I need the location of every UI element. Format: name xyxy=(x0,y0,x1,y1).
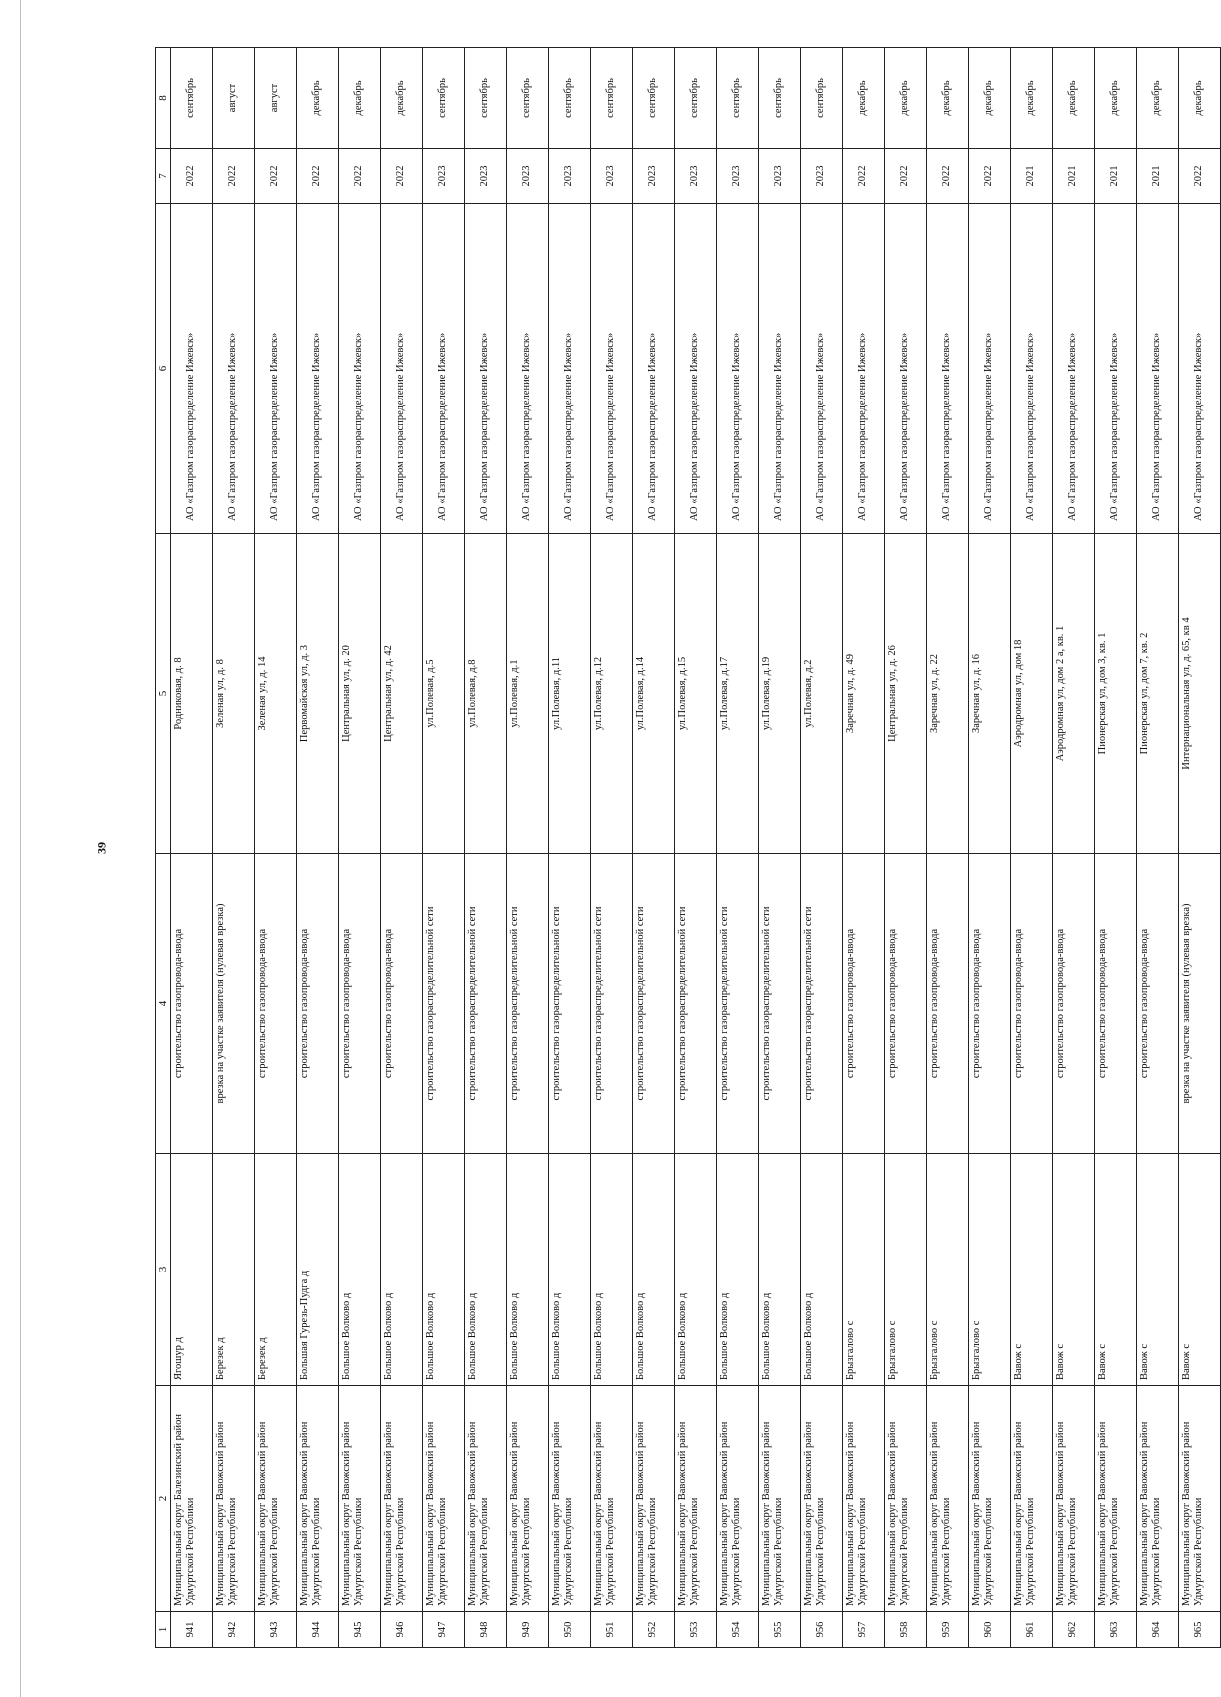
header-cell: 4 xyxy=(156,854,171,1154)
month-cell: сентябрь xyxy=(465,48,507,149)
row-number: 954 xyxy=(717,1612,759,1648)
row-number: 944 xyxy=(297,1612,339,1648)
row-number: 947 xyxy=(423,1612,465,1648)
table-row xyxy=(549,48,591,1648)
district-cell: Муниципальный округ Вавожский район Удмуртской Республики xyxy=(549,1386,591,1612)
row-number: 952 xyxy=(633,1612,675,1648)
settlement-cell: Большое Волково д xyxy=(339,1154,381,1386)
table-row xyxy=(423,48,465,1648)
organization-cell: АО «Газпром газораспределение Ижевск» xyxy=(927,204,969,534)
address-cell: Аэродромная ул, дом 2 а, кв. 1 xyxy=(1053,534,1095,854)
work-type-cell: строительство газораспределительной сети xyxy=(465,854,507,1154)
header-cell: 2 xyxy=(156,1386,171,1612)
year-cell: 2023 xyxy=(759,149,801,204)
organization-cell: АО «Газпром газораспределение Ижевск» xyxy=(591,204,633,534)
row-number: 946 xyxy=(381,1612,423,1648)
district-cell: Муниципальный округ Вавожский район Удмуртской Республики xyxy=(759,1386,801,1612)
month-cell: август xyxy=(213,48,255,149)
address-cell: Зеленая ул, д. 14 xyxy=(255,534,297,854)
work-type-cell: строительство газораспределительной сети xyxy=(759,854,801,1154)
district-cell: Муниципальный округ Балезинский район Удмуртской Республики xyxy=(171,1386,213,1612)
address-cell: Пионерская ул, дом 3, кв. 1 xyxy=(1095,534,1137,854)
settlement-cell: Березек д xyxy=(213,1154,255,1386)
address-cell: Родниковая, д. 8 xyxy=(171,534,213,854)
month-cell: декабрь xyxy=(381,48,423,149)
address-cell: Пионерская ул, дом 7, кв. 2 xyxy=(1137,534,1179,854)
organization-cell: АО «Газпром газораспределение Ижевск» xyxy=(717,204,759,534)
address-cell: ул.Полевая, д.12 xyxy=(591,534,633,854)
settlement-cell: Большое Волково д xyxy=(801,1154,843,1386)
organization-cell: АО «Газпром газораспределение Ижевск» xyxy=(633,204,675,534)
settlement-cell: Большое Волково д xyxy=(507,1154,549,1386)
work-type-cell: строительство газораспределительной сети xyxy=(507,854,549,1154)
year-cell: 2023 xyxy=(801,149,843,204)
organization-cell: АО «Газпром газораспределение Ижевск» xyxy=(1179,204,1221,534)
settlement-cell: Большое Волково д xyxy=(675,1154,717,1386)
row-number: 963 xyxy=(1095,1612,1137,1648)
settlement-cell: Брызгалово с xyxy=(843,1154,885,1386)
work-type-cell: строительство газопровода-ввода xyxy=(1137,854,1179,1154)
district-cell: Муниципальный округ Вавожский район Удмуртской Республики xyxy=(1053,1386,1095,1612)
row-number: 948 xyxy=(465,1612,507,1648)
row-number: 941 xyxy=(171,1612,213,1648)
organization-cell: АО «Газпром газораспределение Ижевск» xyxy=(801,204,843,534)
table-row xyxy=(1179,48,1221,1648)
month-cell: декабрь xyxy=(885,48,927,149)
table-row xyxy=(255,48,297,1648)
organization-cell: АО «Газпром газораспределение Ижевск» xyxy=(1137,204,1179,534)
year-cell: 2023 xyxy=(675,149,717,204)
row-number: 961 xyxy=(1011,1612,1053,1648)
district-cell: Муниципальный округ Вавожский район Удмуртской Республики xyxy=(465,1386,507,1612)
address-cell: ул.Полевая, д.17 xyxy=(717,534,759,854)
work-type-cell: строительство газопровода-ввода xyxy=(1095,854,1137,1154)
address-cell: ул.Полевая, д.8 xyxy=(465,534,507,854)
header-cell: 1 xyxy=(156,1612,171,1648)
address-cell: Центральная ул, д. 20 xyxy=(339,534,381,854)
row-number: 943 xyxy=(255,1612,297,1648)
organization-cell: АО «Газпром газораспределение Ижевск» xyxy=(675,204,717,534)
header-cell: 8 xyxy=(156,48,171,149)
district-cell: Муниципальный округ Вавожский район Удмуртской Республики xyxy=(381,1386,423,1612)
district-cell: Муниципальный округ Вавожский район Удмуртской Республики xyxy=(1179,1386,1221,1612)
organization-cell: АО «Газпром газораспределение Ижевск» xyxy=(1011,204,1053,534)
work-type-cell: строительство газопровода-ввода xyxy=(843,854,885,1154)
month-cell: декабрь xyxy=(339,48,381,149)
year-cell: 2022 xyxy=(213,149,255,204)
work-type-cell: строительство газопровода-ввода xyxy=(381,854,423,1154)
work-type-cell: строительство газораспределительной сети xyxy=(591,854,633,1154)
table-row xyxy=(339,48,381,1648)
row-number: 964 xyxy=(1137,1612,1179,1648)
table-row xyxy=(675,48,717,1648)
row-number: 962 xyxy=(1053,1612,1095,1648)
year-cell: 2021 xyxy=(1053,149,1095,204)
month-cell: сентябрь xyxy=(423,48,465,149)
settlement-cell: Большое Волково д xyxy=(465,1154,507,1386)
organization-cell: АО «Газпром газораспределение Ижевск» xyxy=(759,204,801,534)
year-cell: 2023 xyxy=(717,149,759,204)
row-number: 953 xyxy=(675,1612,717,1648)
district-cell: Муниципальный округ Вавожский район Удмуртской Республики xyxy=(213,1386,255,1612)
month-cell: сентябрь xyxy=(675,48,717,149)
year-cell: 2021 xyxy=(1095,149,1137,204)
work-type-cell: строительство газопровода-ввода xyxy=(1011,854,1053,1154)
address-cell: Центральная ул, д. 42 xyxy=(381,534,423,854)
district-cell: Муниципальный округ Вавожский район Удмуртской Республики xyxy=(423,1386,465,1612)
settlement-cell: Вавож с xyxy=(1053,1154,1095,1386)
table-row xyxy=(843,48,885,1648)
header-cell: 6 xyxy=(156,204,171,534)
address-cell: Зеленая ул, д. 8 xyxy=(213,534,255,854)
address-cell: Аэродромная ул, дом 18 xyxy=(1011,534,1053,854)
month-cell: декабрь xyxy=(1095,48,1137,149)
address-cell: Интернациональная ул, д. 65, кв 4 xyxy=(1179,534,1221,854)
year-cell: 2022 xyxy=(885,149,927,204)
table-row xyxy=(297,48,339,1648)
district-cell: Муниципальный округ Вавожский район Удмуртской Республики xyxy=(339,1386,381,1612)
address-cell: Заречная ул, д. 16 xyxy=(969,534,1011,854)
table-row xyxy=(591,48,633,1648)
row-number: 955 xyxy=(759,1612,801,1648)
work-type-cell: врезка на участке заявителя (нулевая врезка) xyxy=(213,854,255,1154)
table-row xyxy=(885,48,927,1648)
district-cell: Муниципальный округ Вавожский район Удмуртской Республики xyxy=(1137,1386,1179,1612)
address-cell: ул.Полевая, д.2 xyxy=(801,534,843,854)
organization-cell: АО «Газпром газораспределение Ижевск» xyxy=(171,204,213,534)
settlement-cell: Вавож с xyxy=(1095,1154,1137,1386)
work-type-cell: строительство газораспределительной сети xyxy=(801,854,843,1154)
district-cell: Муниципальный округ Вавожский район Удмуртской Республики xyxy=(927,1386,969,1612)
table-row xyxy=(801,48,843,1648)
settlement-cell: Большое Волково д xyxy=(381,1154,423,1386)
table-row xyxy=(213,48,255,1648)
table-row xyxy=(633,48,675,1648)
work-type-cell: строительство газораспределительной сети xyxy=(423,854,465,1154)
year-cell: 2023 xyxy=(423,149,465,204)
address-cell: Заречная ул, д. 49 xyxy=(843,534,885,854)
address-cell: ул.Полевая, д.19 xyxy=(759,534,801,854)
year-cell: 2023 xyxy=(591,149,633,204)
organization-cell: АО «Газпром газораспределение Ижевск» xyxy=(507,204,549,534)
organization-cell: АО «Газпром газораспределение Ижевск» xyxy=(549,204,591,534)
settlement-cell: Ягошур д xyxy=(171,1154,213,1386)
month-cell: декабрь xyxy=(1137,48,1179,149)
district-cell: Муниципальный округ Вавожский район Удмуртской Республики xyxy=(255,1386,297,1612)
work-type-cell: строительство газопровода-ввода xyxy=(1053,854,1095,1154)
district-cell: Муниципальный округ Вавожский район Удмуртской Республики xyxy=(591,1386,633,1612)
settlement-cell: Большое Волково д xyxy=(633,1154,675,1386)
month-cell: сентябрь xyxy=(507,48,549,149)
year-cell: 2022 xyxy=(927,149,969,204)
table-row xyxy=(1095,48,1137,1648)
row-number: 945 xyxy=(339,1612,381,1648)
organization-cell: АО «Газпром газораспределение Ижевск» xyxy=(969,204,1011,534)
district-cell: Муниципальный округ Вавожский район Удмуртской Республики xyxy=(633,1386,675,1612)
year-cell: 2023 xyxy=(465,149,507,204)
settlement-cell: Березек д xyxy=(255,1154,297,1386)
year-cell: 2023 xyxy=(633,149,675,204)
header-cell: 3 xyxy=(156,1154,171,1386)
table-row xyxy=(381,48,423,1648)
header-cell: 5 xyxy=(156,534,171,854)
header-row xyxy=(156,48,171,1648)
month-cell: сентябрь xyxy=(633,48,675,149)
row-number: 965 xyxy=(1179,1612,1221,1648)
organization-cell: АО «Газпром газораспределение Ижевск» xyxy=(885,204,927,534)
row-number: 951 xyxy=(591,1612,633,1648)
month-cell: декабрь xyxy=(927,48,969,149)
year-cell: 2022 xyxy=(1179,149,1221,204)
settlement-cell: Большое Волково д xyxy=(423,1154,465,1386)
year-cell: 2022 xyxy=(297,149,339,204)
year-cell: 2022 xyxy=(255,149,297,204)
district-cell: Муниципальный округ Вавожский район Удмуртской Республики xyxy=(1011,1386,1053,1612)
organization-cell: АО «Газпром газораспределение Ижевск» xyxy=(465,204,507,534)
year-cell: 2022 xyxy=(843,149,885,204)
address-cell: Заречная ул, д. 22 xyxy=(927,534,969,854)
settlement-cell: Брызгалово с xyxy=(927,1154,969,1386)
work-type-cell: строительство газопровода-ввода xyxy=(339,854,381,1154)
year-cell: 2022 xyxy=(381,149,423,204)
month-cell: август xyxy=(255,48,297,149)
work-type-cell: строительство газопровода-ввода xyxy=(885,854,927,1154)
table-row xyxy=(927,48,969,1648)
organization-cell: АО «Газпром газораспределение Ижевск» xyxy=(1095,204,1137,534)
table-row xyxy=(759,48,801,1648)
district-cell: Муниципальный округ Вавожский район Удмуртской Республики xyxy=(297,1386,339,1612)
month-cell: сентябрь xyxy=(549,48,591,149)
organization-cell: АО «Газпром газораспределение Ижевск» xyxy=(297,204,339,534)
month-cell: сентябрь xyxy=(591,48,633,149)
row-number: 960 xyxy=(969,1612,1011,1648)
year-cell: 2023 xyxy=(507,149,549,204)
organization-cell: АО «Газпром газораспределение Ижевск» xyxy=(213,204,255,534)
settlement-cell: Вавож с xyxy=(1137,1154,1179,1386)
organization-cell: АО «Газпром газораспределение Ижевск» xyxy=(339,204,381,534)
row-number: 959 xyxy=(927,1612,969,1648)
month-cell: сентябрь xyxy=(801,48,843,149)
settlement-cell: Вавож с xyxy=(1179,1154,1221,1386)
settlement-cell: Большое Волково д xyxy=(717,1154,759,1386)
year-cell: 2022 xyxy=(969,149,1011,204)
table-body xyxy=(171,48,1221,1648)
table-row xyxy=(507,48,549,1648)
district-cell: Муниципальный округ Вавожский район Удмуртской Республики xyxy=(801,1386,843,1612)
settlement-cell: Брызгалово с xyxy=(885,1154,927,1386)
address-cell: ул.Полевая, д.5 xyxy=(423,534,465,854)
month-cell: декабрь xyxy=(1053,48,1095,149)
month-cell: декабрь xyxy=(1011,48,1053,149)
year-cell: 2021 xyxy=(1011,149,1053,204)
work-type-cell: врезка на участке заявителя (нулевая врезка) xyxy=(1179,854,1221,1154)
table-row xyxy=(171,48,213,1648)
table-row xyxy=(1053,48,1095,1648)
month-cell: декабрь xyxy=(969,48,1011,149)
settlement-cell: Брызгалово с xyxy=(969,1154,1011,1386)
row-number: 958 xyxy=(885,1612,927,1648)
year-cell: 2022 xyxy=(171,149,213,204)
row-number: 956 xyxy=(801,1612,843,1648)
header-cell: 7 xyxy=(156,149,171,204)
work-type-cell: строительство газораспределительной сети xyxy=(675,854,717,1154)
settlement-cell: Большая Гурезь-Пудга д xyxy=(297,1154,339,1386)
rotated-table-container xyxy=(155,48,1205,1648)
work-type-cell: строительство газораспределительной сети xyxy=(633,854,675,1154)
organization-cell: АО «Газпром газораспределение Ижевск» xyxy=(1053,204,1095,534)
district-cell: Муниципальный округ Вавожский район Удмуртской Республики xyxy=(717,1386,759,1612)
district-cell: Муниципальный округ Вавожский район Удмуртской Республики xyxy=(675,1386,717,1612)
table-row xyxy=(1011,48,1053,1648)
address-cell: ул.Полевая, д.11 xyxy=(549,534,591,854)
work-type-cell: строительство газопровода-ввода xyxy=(969,854,1011,1154)
row-number: 942 xyxy=(213,1612,255,1648)
year-cell: 2021 xyxy=(1137,149,1179,204)
month-cell: декабрь xyxy=(1179,48,1221,149)
work-type-cell: строительство газопровода-ввода xyxy=(927,854,969,1154)
district-cell: Муниципальный округ Вавожский район Удмуртской Республики xyxy=(843,1386,885,1612)
work-type-cell: строительство газораспределительной сети xyxy=(549,854,591,1154)
month-cell: сентябрь xyxy=(717,48,759,149)
district-cell: Муниципальный округ Вавожский район Удмуртской Республики xyxy=(507,1386,549,1612)
settlement-cell: Вавож с xyxy=(1011,1154,1053,1386)
organization-cell: АО «Газпром газораспределение Ижевск» xyxy=(255,204,297,534)
month-cell: декабрь xyxy=(297,48,339,149)
row-number: 957 xyxy=(843,1612,885,1648)
row-number: 950 xyxy=(549,1612,591,1648)
district-cell: Муниципальный округ Вавожский район Удмуртской Республики xyxy=(969,1386,1011,1612)
month-cell: сентябрь xyxy=(759,48,801,149)
organization-cell: АО «Газпром газораспределение Ижевск» xyxy=(423,204,465,534)
year-cell: 2022 xyxy=(339,149,381,204)
gasification-table xyxy=(155,47,1221,1648)
work-type-cell: строительство газопровода-ввода xyxy=(255,854,297,1154)
address-cell: Центральная ул, д. 26 xyxy=(885,534,927,854)
year-cell: 2023 xyxy=(549,149,591,204)
settlement-cell: Большое Волково д xyxy=(759,1154,801,1386)
month-cell: сентябрь xyxy=(171,48,213,149)
settlement-cell: Большое Волково д xyxy=(591,1154,633,1386)
table-row xyxy=(1137,48,1179,1648)
scan-edge-line xyxy=(20,0,21,1697)
work-type-cell: строительство газопровода-ввода xyxy=(171,854,213,1154)
table-row xyxy=(465,48,507,1648)
table-row xyxy=(717,48,759,1648)
work-type-cell: строительство газораспределительной сети xyxy=(717,854,759,1154)
month-cell: декабрь xyxy=(843,48,885,149)
address-cell: ул.Полевая, д.14 xyxy=(633,534,675,854)
page-number: 39 xyxy=(94,842,109,854)
settlement-cell: Большое Волково д xyxy=(549,1154,591,1386)
table-row xyxy=(969,48,1011,1648)
district-cell: Муниципальный округ Вавожский район Удмуртской Республики xyxy=(885,1386,927,1612)
address-cell: ул.Полевая, д.1 xyxy=(507,534,549,854)
district-cell: Муниципальный округ Вавожский район Удмуртской Республики xyxy=(1095,1386,1137,1612)
organization-cell: АО «Газпром газораспределение Ижевск» xyxy=(381,204,423,534)
address-cell: Первомайская ул, д. 3 xyxy=(297,534,339,854)
organization-cell: АО «Газпром газораспределение Ижевск» xyxy=(843,204,885,534)
row-number: 949 xyxy=(507,1612,549,1648)
work-type-cell: строительство газопровода-ввода xyxy=(297,854,339,1154)
address-cell: ул.Полевая, д.15 xyxy=(675,534,717,854)
